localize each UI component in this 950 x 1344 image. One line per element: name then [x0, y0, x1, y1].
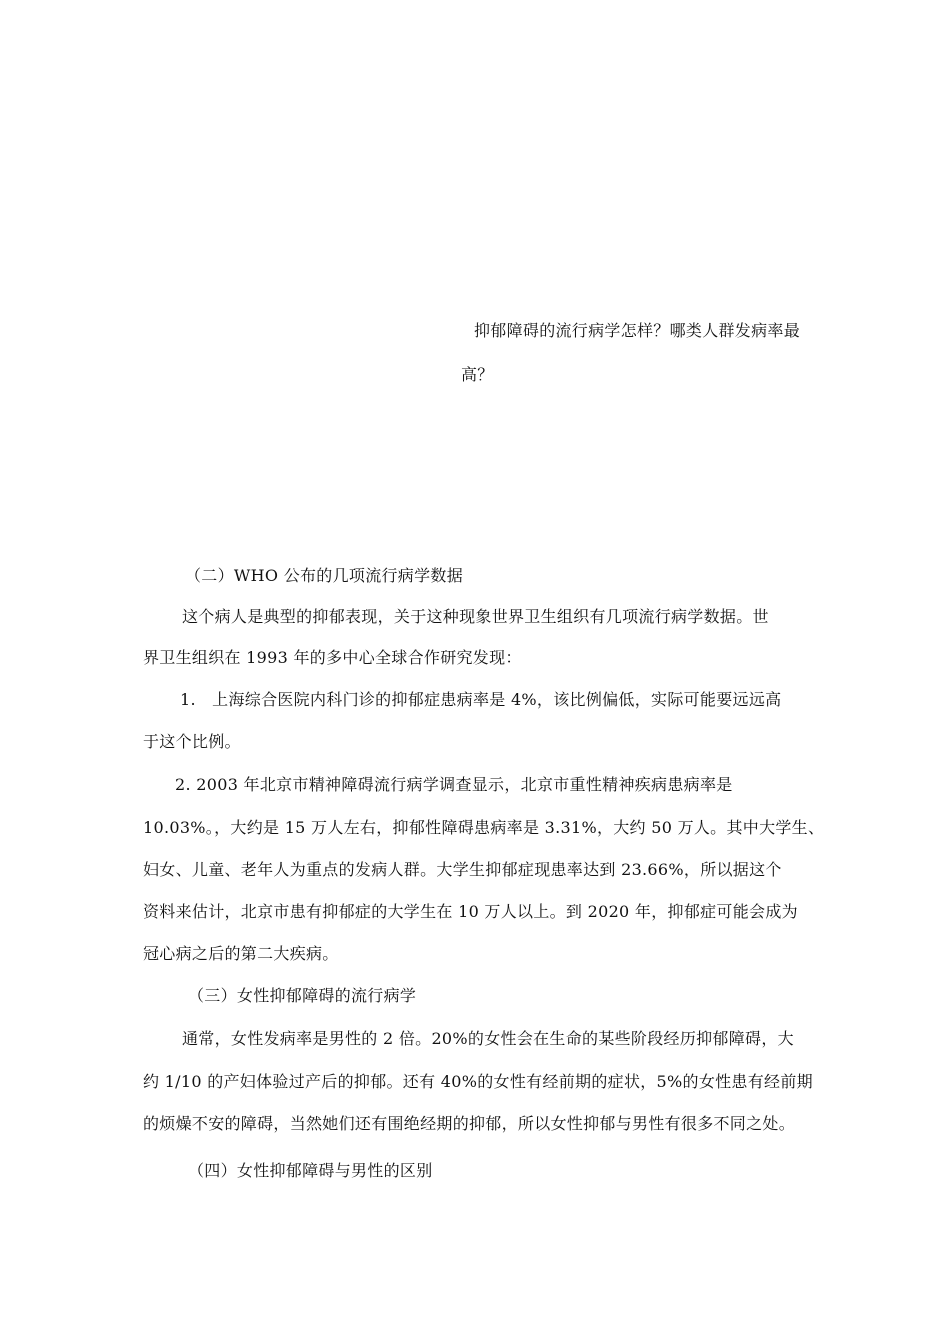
- list-item-2-line-3: 妇女、儿童、老年人为重点的发病人群。大学生抑郁症现患率达到 23.66%，所以据这个: [143, 860, 782, 879]
- paragraph-1-line-1: 这个病人是典型的抑郁表现，关于这种现象世界卫生组织有几项流行病学数据。世: [182, 607, 769, 626]
- section-heading-3: （三）女性抑郁障碍的流行病学: [188, 986, 417, 1005]
- list-item-1-line-2: 于这个比例。: [143, 732, 241, 751]
- title-line-1: 抑郁障碍的流行病学怎样？哪类人群发病率最: [474, 321, 801, 340]
- list-item-2-line-5: 冠心病之后的第二大疾病。: [143, 944, 339, 963]
- paragraph-3-line-2: 约 1/10 的产妇体验过产后的抑郁。还有 40%的女性有经前期的症状，5%的女性患有经前期: [143, 1072, 813, 1091]
- list-item-2-line-1: 2. 2003 年北京市精神障碍流行病学调查显示，北京市重性精神疾病患病率是: [175, 775, 733, 794]
- paragraph-1-line-2: 界卫生组织在 1993 年的多中心全球合作研究发现：: [143, 648, 522, 667]
- list-item-2-line-2: 10.03%。，大约是 15 万人左右，抑郁性障碍患病率是 3.31%，大约 50 万人。其中大学生、: [143, 818, 825, 837]
- list-item-2-line-4: 资料来估计，北京市患有抑郁症的大学生在 10 万人以上。到 2020 年，抑郁症可能会成为: [143, 902, 798, 921]
- paragraph-3-line-1: 通常，女性发病率是男性的 2 倍。20%的女性会在生命的某些阶段经历抑郁障碍，大: [182, 1029, 794, 1048]
- title-line-2: 高？: [461, 365, 494, 384]
- section-heading-2: （二）WHO 公布的几项流行病学数据: [185, 566, 464, 585]
- paragraph-3-line-3: 的烦燥不安的障碍，当然她们还有围绝经期的抑郁，所以女性抑郁与男性有很多不同之处。: [143, 1114, 796, 1133]
- list-item-1-line-1: 1. 上海综合医院内科门诊的抑郁症患病率是 4%，该比例偏低，实际可能要远远高: [180, 690, 782, 709]
- section-heading-4: （四）女性抑郁障碍与男性的区别: [188, 1161, 433, 1180]
